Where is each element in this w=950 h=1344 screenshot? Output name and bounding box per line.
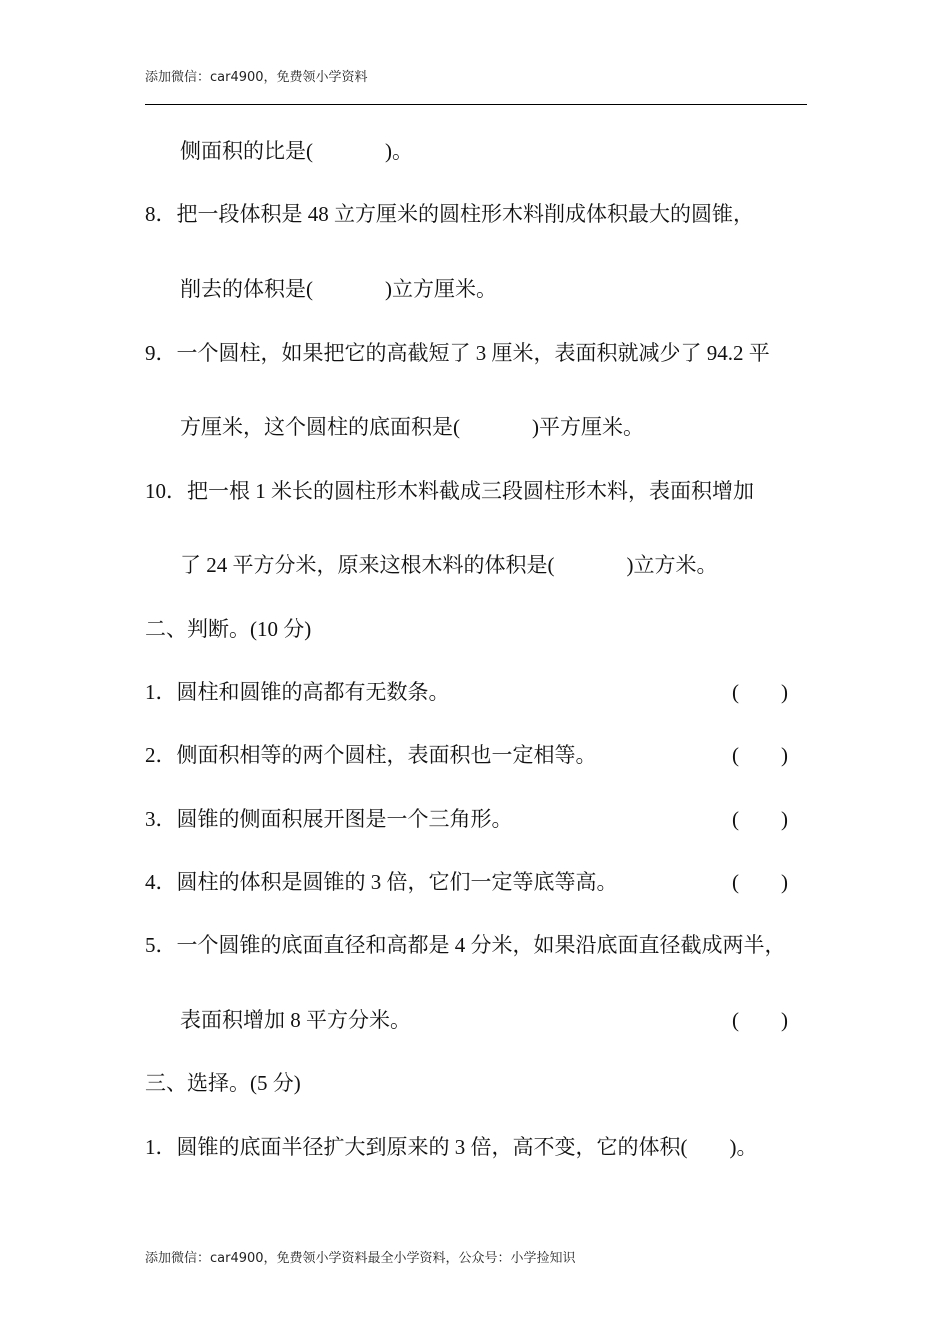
page-header: 添加微信：car4900，免费领小学资料 [145,70,368,85]
q10-text-before-blank: 了 24 平方分米，原来这根木料的体积是( [180,553,555,577]
q10-line1 [145,477,754,505]
answer-parentheses[interactable]: ( ) [732,807,788,831]
question-number: 1． [145,1135,177,1159]
question-text: 侧面积相等的两个圆柱，表面积也一定相等。 [176,743,597,767]
q7-text-after-blank: )。 [385,139,413,163]
question-number: 3． [145,807,177,831]
judgment-item-1 [145,678,450,706]
choice-item-1 [145,1133,758,1161]
question-number: 4． [145,870,177,894]
q10-line2 [180,551,718,579]
q8-text-after-blank: )立方厘米。 [385,277,497,301]
question-number: 8． [145,202,177,226]
judgment-item-4 [145,868,618,896]
header-divider [145,104,807,105]
answer-parentheses[interactable]: ( ) [732,870,788,894]
q9-text-after-blank: )平方厘米。 [532,415,644,439]
question-number: 1． [145,680,177,704]
q8-line2 [180,275,497,303]
question-text: 圆柱和圆锥的高都有无数条。 [176,680,450,704]
question-text: 一个圆柱，如果把它的高截短了 3 厘米，表面积就减少了 94.2 平 [176,341,770,365]
question-number: 9． [145,341,177,365]
question-text: 把一根 1 米长的圆柱形木料截成三段圆柱形木料，表面积增加 [187,479,754,503]
q9-line2 [180,413,644,441]
judgment-item-5-line2: 表面积增加 8 平方分米。 [180,1008,411,1032]
question-number: 5． [145,933,177,957]
question-number: 10． [145,479,187,503]
judgment-item-3 [145,805,513,833]
judgment-item-5 [145,931,786,959]
answer-parentheses[interactable]: ( ) [732,1008,788,1032]
q9-text-before-blank: 方厘米，这个圆柱的底面积是( [180,415,460,439]
question-text: 一个圆锥的底面直径和高都是 4 分米，如果沿底面直径截成两半， [176,933,786,957]
question-text-before-blank: 圆锥的底面半径扩大到原来的 3 倍，高不变，它的体积( [176,1135,688,1159]
answer-parentheses[interactable]: ( ) [732,743,788,767]
q10-text-after-blank: )立方米。 [626,553,718,577]
question-text: 圆柱的体积是圆锥的 3 倍，它们一定等底等高。 [176,870,618,894]
q9-line1 [145,339,770,367]
question-text: 圆锥的侧面积展开图是一个三角形。 [176,807,513,831]
q7-continuation-line [180,137,413,165]
page-footer: 添加微信：car4900，免费领小学资料最全小学资料，公众号：小学捡知识 [145,1251,576,1266]
section-title-judgment: 二、判断。(10 分) [145,617,312,641]
question-text: 把一段体积是 48 立方厘米的圆柱形木料削成体积最大的圆锥， [176,202,754,226]
q8-text-before-blank: 削去的体积是( [180,277,313,301]
q8-line1 [145,200,754,228]
judgment-item-2 [145,741,597,769]
question-number: 2． [145,743,177,767]
q7-text-before-blank: 侧面积的比是( [180,139,313,163]
section-title-choice: 三、选择。(5 分) [145,1071,301,1095]
question-text-after-blank: )。 [729,1135,758,1159]
answer-parentheses[interactable]: ( ) [732,680,788,704]
